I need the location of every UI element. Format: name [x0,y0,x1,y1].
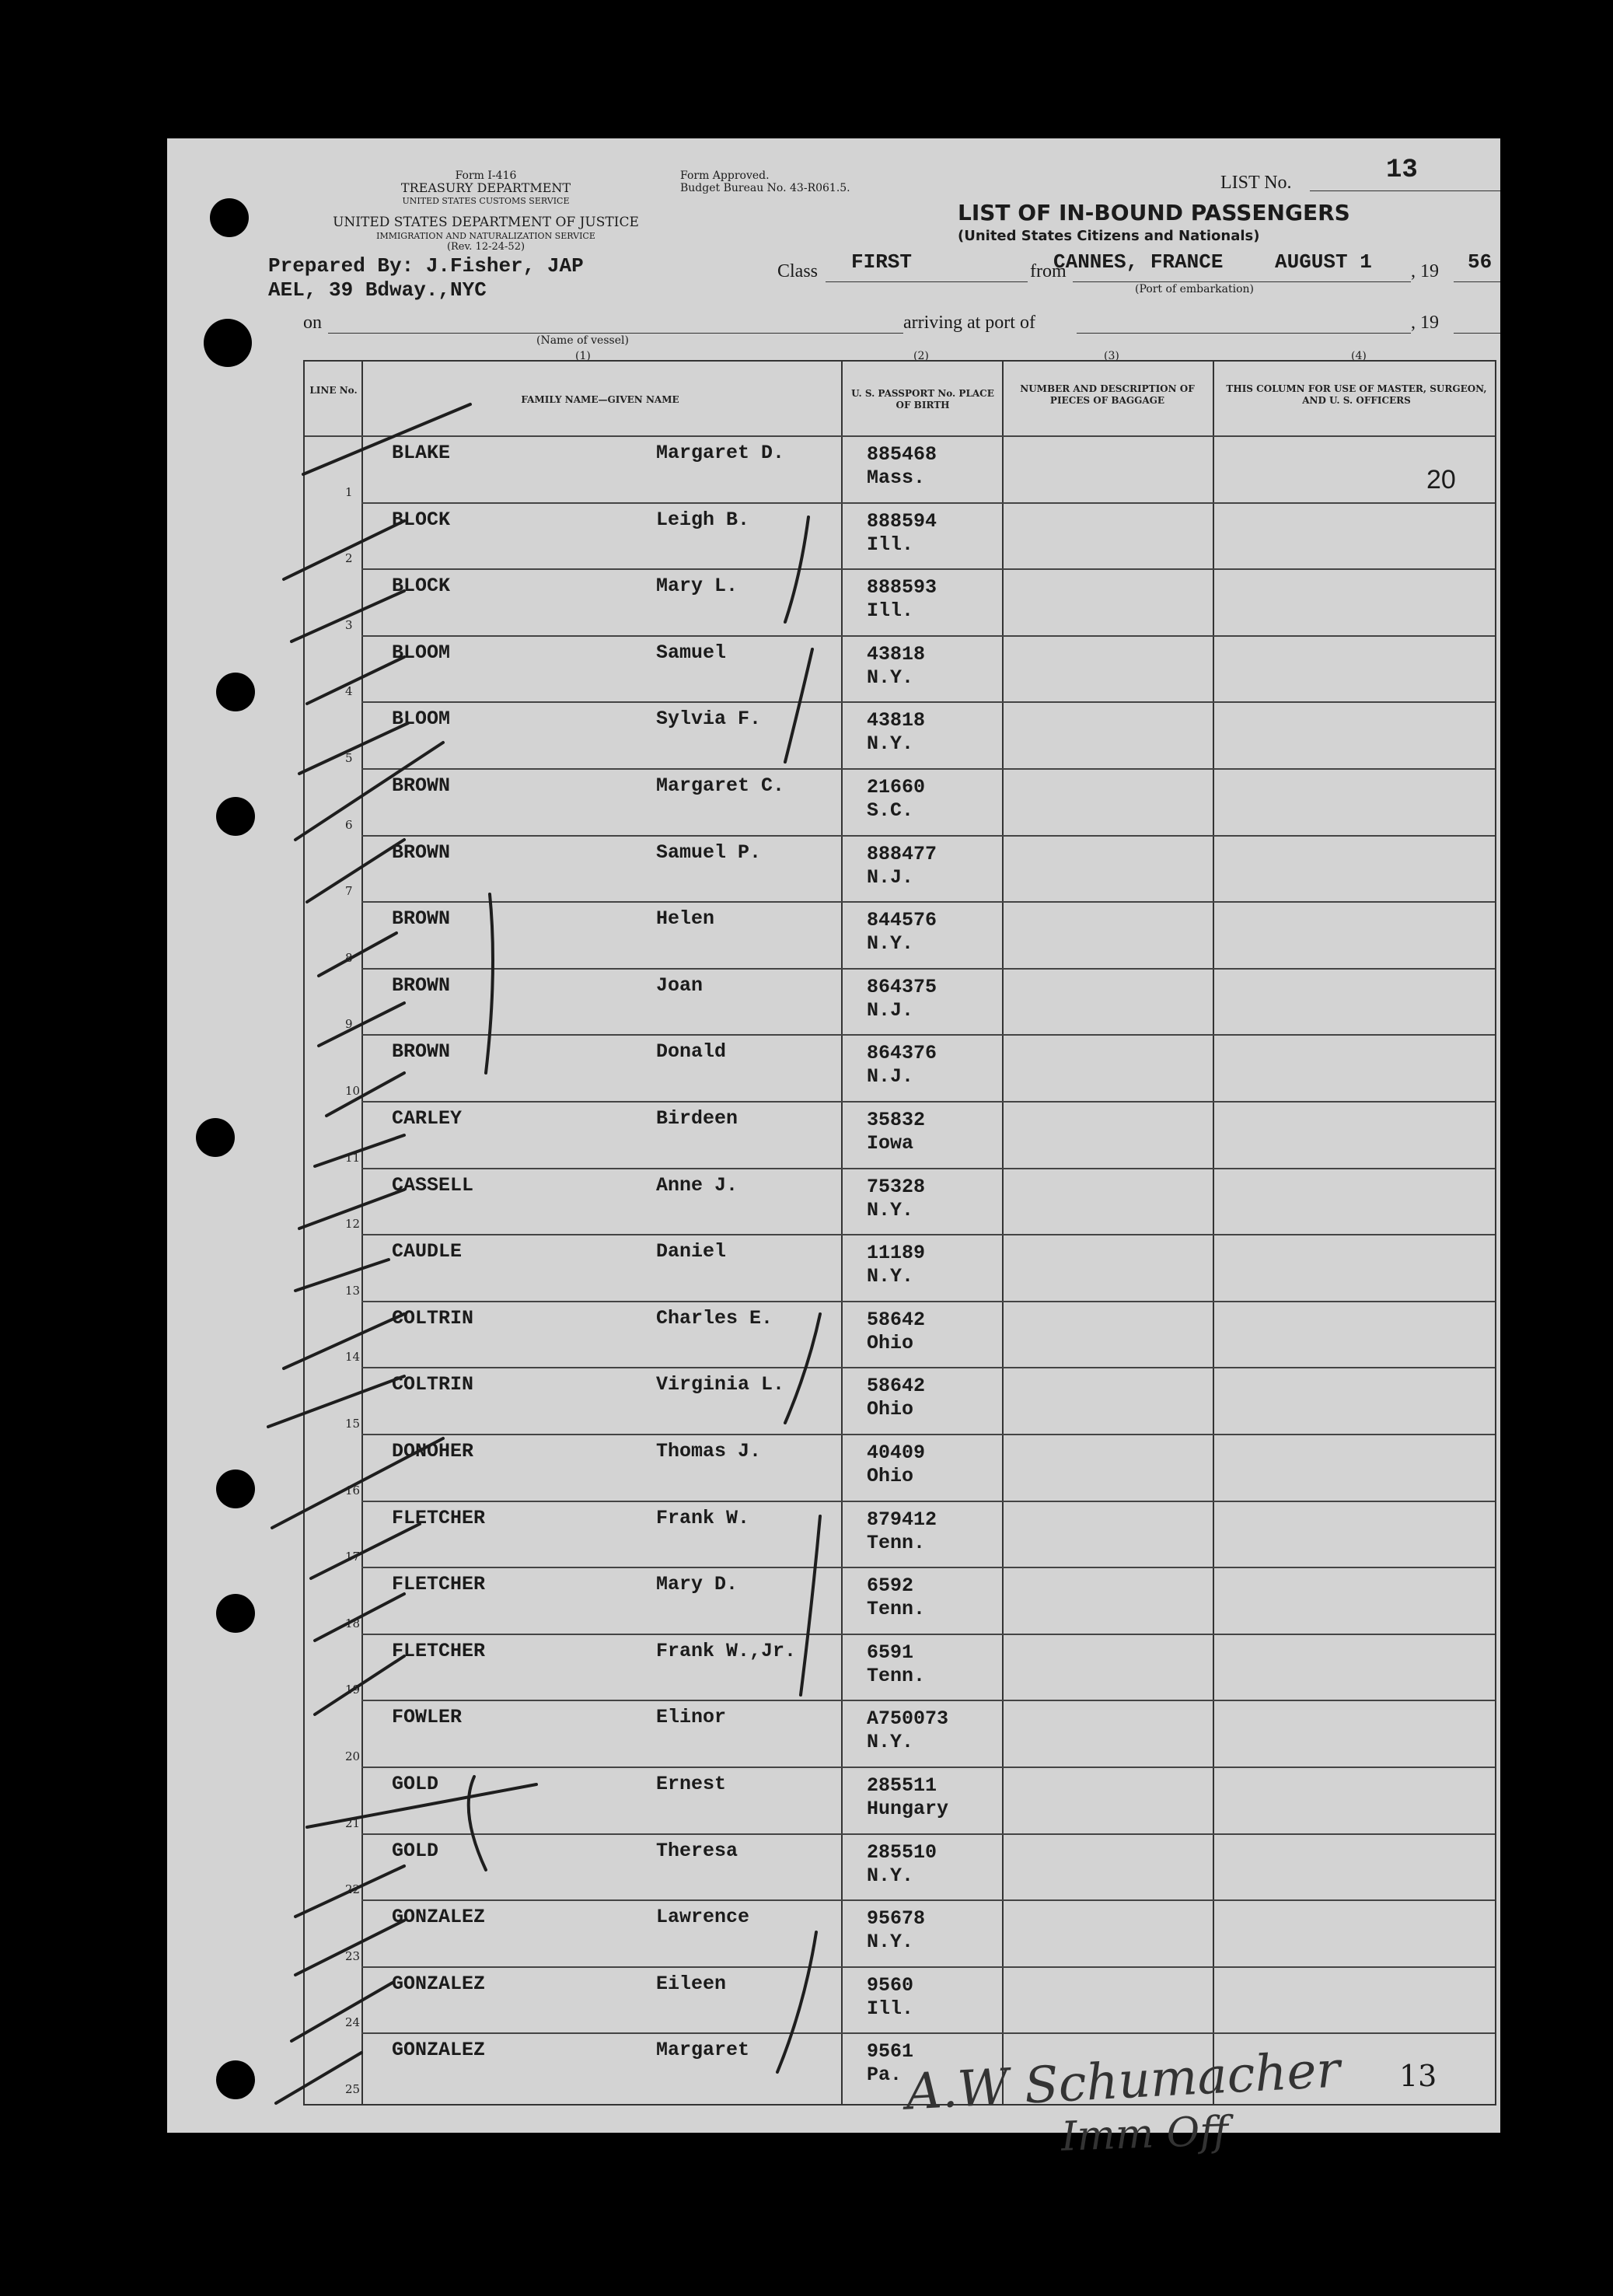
customs-service: UNITED STATES CUSTOMS SERVICE [402,196,570,206]
passport-number: 888594 [867,509,937,533]
family-name: BLAKE [392,442,451,464]
place-of-birth: N.Y. [867,1731,914,1754]
given-name: Anne J. [656,1173,738,1197]
place-of-birth: N.J. [867,865,914,889]
form-title: LIST OF IN-BOUND PASSENGERS [958,200,1350,225]
given-name: Mary D. [656,1573,738,1596]
passport-number: 75328 [867,1175,926,1198]
passport-number: 43818 [867,642,926,666]
treasury-department: TREASURY DEPARTMENT [400,180,571,195]
passport-number: 864376 [867,1042,937,1065]
line-number: 2 [345,551,353,566]
budget-bureau: Budget Bureau No. 43-R061.5. [680,182,850,194]
passport-number: 888593 [867,576,937,599]
given-name: Eileen [656,1972,727,1995]
line-number: 13 [345,1283,361,1298]
place-of-birth: Pa. [867,2064,903,2087]
line-number: 9 [345,1017,353,1032]
given-name: Thomas J. [656,1440,762,1463]
family-name: GONZALEZ [392,2039,486,2062]
passport-number: 40409 [867,1442,926,1464]
passport-number: 95678 [867,1907,926,1931]
given-name: Samuel [656,641,727,664]
place-of-birth: N.Y. [867,666,914,689]
place-of-birth: Ill. [867,1997,914,2020]
form-subtitle: (United States Citizens and Nationals) [958,228,1260,244]
officer-title: Imm Off [1060,2108,1230,2161]
family-name: FLETCHER [392,1639,486,1662]
line-number: 7 [345,884,353,899]
column-number-4: (4) [1351,350,1367,362]
place-of-birth: N.Y. [867,1265,914,1288]
place-of-birth: Tenn. [867,1598,926,1621]
revision-date: (Rev. 12-24-52) [446,241,525,253]
given-name: Birdeen [656,1107,738,1130]
place-of-birth: N.Y. [867,1198,914,1221]
passport-number: 35832 [867,1109,926,1131]
family-name: FOWLER [392,1706,463,1729]
port-embark-label: (Port of embarkation) [1135,283,1254,295]
place-of-birth: Tenn. [867,1531,926,1554]
line-number: 10 [345,1083,361,1098]
family-name: BLOCK [392,575,451,598]
officer-signature: A.W Schumacher [904,2041,1342,2122]
line-number: 6 [345,817,353,832]
column-header-passport: U. S. PASSPORT No. PLACE OF BIRTH [851,388,994,411]
given-name: Helen [656,907,715,931]
place-of-birth: Mass. [867,467,926,489]
family-name: BLOOM [392,641,451,664]
given-name: Samuel P. [656,840,762,864]
family-name: FLETCHER [392,1573,486,1596]
family-name: BROWN [392,774,451,797]
given-name: Frank W. [656,1506,750,1529]
passport-number: 285510 [867,1840,937,1864]
given-name: Daniel [656,1240,727,1263]
family-name: BLOOM [392,708,451,731]
place-of-birth: Ohio [867,1465,914,1487]
department-of-justice: UNITED STATES DEPARTMENT OF JUSTICE [333,215,639,230]
passport-number: 879412 [867,1508,937,1531]
place-of-birth: N.J. [867,998,914,1022]
class-label: Class [777,261,819,281]
passport-number: 885468 [867,443,937,466]
family-name: BROWN [392,973,451,997]
family-name: GOLD [392,1839,439,1862]
given-name: Sylvia F. [656,708,762,731]
year-value: 56 [1468,250,1493,274]
line-number: 1 [345,484,353,499]
passport-number: 6591 [867,1641,914,1664]
given-name: Virginia L. [656,1373,785,1396]
place-of-birth: N.J. [867,1065,914,1089]
given-name: Ernest [656,1773,727,1795]
family-name: DONOHER [392,1440,474,1463]
place-of-birth: N.Y. [867,1931,914,1954]
family-name: COLTRIN [392,1373,474,1396]
line-number: 22 [345,1882,361,1897]
line-number: 8 [345,950,353,965]
line-number: 20 [345,1749,361,1763]
place-of-birth: Tenn. [867,1664,926,1687]
given-name: Theresa [656,1839,738,1862]
family-name: BROWN [392,1040,451,1064]
place-of-birth: N.Y. [867,732,914,756]
line-number: 12 [345,1217,361,1232]
line-number: 4 [345,684,353,699]
line-number: 17 [345,1550,361,1564]
place-of-birth: Ill. [867,533,914,556]
place-of-birth: Ohio [867,1398,914,1421]
family-name: BROWN [392,907,451,931]
given-name: Lawrence [656,1906,750,1929]
column-number-3: (3) [1104,350,1119,362]
given-name: Joan [656,973,704,997]
column-header-officers: THIS COLUMN FOR USE OF MASTER, SURGEON, AND U. S. OFFICERS [1226,383,1487,406]
immigration-service: IMMIGRATION AND NATURALIZATION SERVICE [376,231,595,241]
line-number: 16 [345,1483,361,1497]
given-name: Donald [656,1040,727,1064]
signature-count: 13 [1399,2059,1437,2093]
vessel-label: (Name of vessel) [536,334,629,347]
family-name: GONZALEZ [392,1906,486,1929]
passport-number: 888477 [867,842,937,865]
year-prefix: , 19 [1411,261,1439,281]
column-header-baggage: NUMBER AND DESCRIPTION OF PIECES OF BAGGAGE [1020,383,1195,406]
prepared-by: Prepared By: J.Fisher, JAP [268,254,584,278]
line-number: 23 [345,1948,361,1963]
from-label: from [1030,261,1067,281]
line-number: 14 [345,1350,361,1365]
given-name: Elinor [656,1706,727,1729]
column-number-2: (2) [913,350,929,362]
family-name: BROWN [392,840,451,864]
family-name: CAUDLE [392,1240,463,1263]
on-label: on [303,313,322,333]
given-name: Charles E. [656,1306,773,1330]
list-no-label: LIST No. [1220,173,1292,193]
family-name: CASSELL [392,1173,474,1197]
agent-address: AEL, 39 Bdway.,NYC [268,278,487,302]
place-of-birth: Iowa [867,1132,914,1155]
list-no-value: 13 [1386,156,1418,185]
officer-count: 20 [1426,465,1456,494]
port-of-embarkation: CANNES, FRANCE [1053,250,1224,274]
passport-number: A750073 [867,1707,949,1731]
year-prefix-2: , 19 [1411,313,1439,333]
passport-number: 58642 [867,1375,926,1398]
family-name: FLETCHER [392,1506,486,1529]
passport-number: 9561 [867,2040,914,2064]
given-name: Mary L. [656,575,738,598]
form-approved: Form Approved. [680,169,770,182]
family-name: COLTRIN [392,1306,474,1330]
passport-number: 43818 [867,709,926,732]
line-number: 5 [345,750,353,765]
place-of-birth: Ohio [867,1331,914,1354]
line-number: 15 [345,1416,361,1431]
passport-number: 11189 [867,1242,926,1265]
arriving-label: arriving at port of [903,313,1035,333]
family-name: GOLD [392,1773,439,1795]
given-name: Frank W.,Jr. [656,1639,797,1662]
passport-number: 844576 [867,909,937,932]
departure-date: AUGUST 1 [1275,250,1372,274]
line-number: 24 [345,2015,361,2030]
line-number: 21 [345,1815,361,1830]
place-of-birth: Ill. [867,599,914,623]
line-number: 25 [345,2081,361,2096]
given-name: Margaret [656,2039,750,2062]
passport-number: 285511 [867,1774,937,1797]
passport-number: 6592 [867,1574,914,1598]
form-number: Form I-416 [455,169,517,182]
column-header-line-no: LINE No. [309,385,358,396]
family-name: BLOCK [392,508,451,531]
family-name: CARLEY [392,1107,463,1130]
given-name: Margaret C. [656,774,785,797]
line-number: 18 [345,1616,361,1630]
place-of-birth: Hungary [867,1798,949,1820]
passport-number: 58642 [867,1308,926,1331]
line-number: 11 [345,1150,361,1165]
passport-number: 9560 [867,1973,914,1997]
given-name: Leigh B. [656,508,750,531]
family-name: GONZALEZ [392,1972,486,1995]
given-name: Margaret D. [656,442,785,464]
column-number-1: (1) [575,350,591,362]
class-value: FIRST [851,250,913,274]
line-number: 19 [345,1683,361,1697]
place-of-birth: N.Y. [867,1864,914,1887]
passport-number: 21660 [867,776,926,799]
column-header-name: FAMILY NAME—GIVEN NAME [521,394,679,405]
place-of-birth: N.Y. [867,932,914,956]
line-number: 3 [345,617,353,632]
passport-number: 864375 [867,975,937,998]
place-of-birth: S.C. [867,799,914,822]
